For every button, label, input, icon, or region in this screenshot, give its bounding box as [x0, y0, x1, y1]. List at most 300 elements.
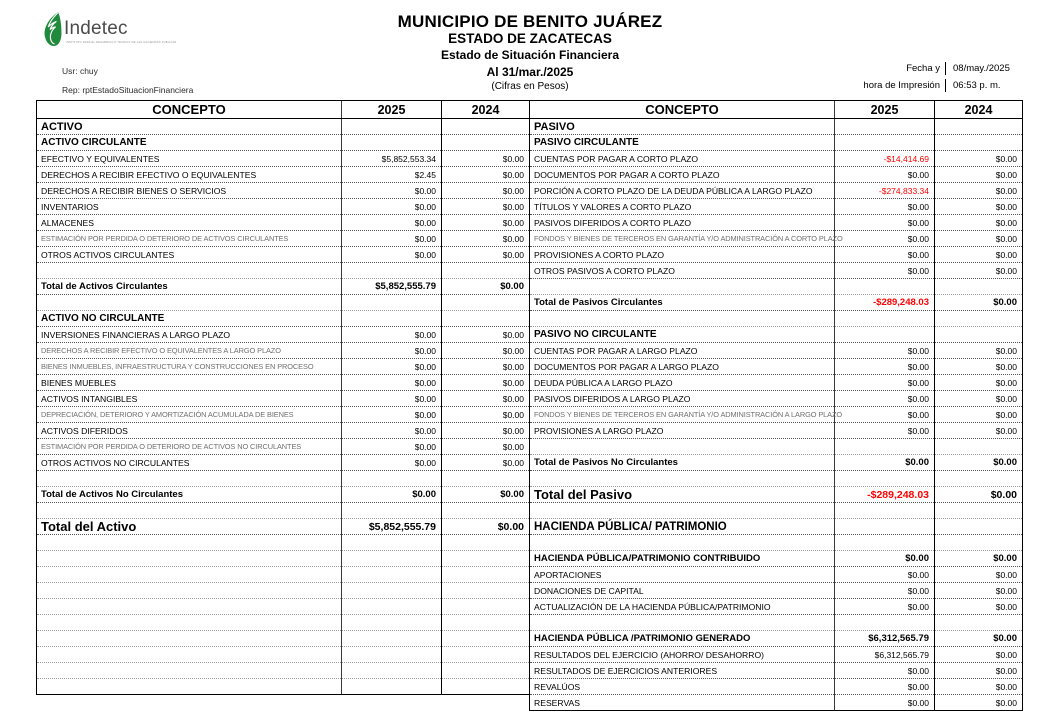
header-concept-right: CONCEPTO — [530, 101, 835, 119]
assets-year2-cell — [442, 535, 530, 551]
assets-concept-cell: BIENES INMUEBLES, INFRAESTRUCTURA Y CONSTRUCCIONES EN PROCESO — [37, 359, 342, 375]
liabilities-year1-cell: -$289,248.03 — [835, 295, 935, 311]
assets-year2-cell: $0.00 — [442, 519, 530, 535]
header-year1-left: 2025 — [342, 101, 442, 119]
liabilities-year2-cell: $0.00 — [935, 151, 1023, 167]
assets-year2-cell — [442, 295, 530, 311]
liabilities-concept-cell: FONDOS Y BIENES DE TERCEROS EN GARANTÍA Y/O ADMINISTRACIÓN A CORTO PLAZO — [530, 231, 835, 247]
liabilities-year1-cell: $0.00 — [835, 359, 935, 375]
assets-year2-cell — [442, 663, 530, 679]
indetec-logo — [38, 10, 177, 50]
liabilities-concept-cell: PASIVO NO CIRCULANTE — [530, 327, 835, 343]
liabilities-year2-cell — [935, 519, 1023, 535]
liabilities-year2-cell: $0.00 — [935, 599, 1023, 615]
header-year2-left: 2024 — [442, 101, 530, 119]
assets-year1-cell: $0.00 — [342, 343, 442, 359]
assets-year2-cell — [442, 471, 530, 487]
assets-concept-cell: OTROS ACTIVOS CIRCULANTES — [37, 247, 342, 263]
assets-year1-cell — [342, 567, 442, 583]
assets-concept-cell: ACTIVO NO CIRCULANTE — [37, 311, 342, 327]
liabilities-concept-cell: PROVISIONES A CORTO PLAZO — [530, 247, 835, 263]
liabilities-year1-cell — [835, 311, 935, 327]
table-row — [530, 343, 1023, 359]
liabilities-year2-cell: $0.00 — [935, 679, 1023, 695]
assets-year1-cell: $0.00 — [342, 423, 442, 439]
table-row — [37, 359, 530, 375]
assets-year1-cell — [342, 615, 442, 631]
table-row — [530, 327, 1023, 343]
liabilities-year1-cell — [835, 615, 935, 631]
liabilities-year2-cell: $0.00 — [935, 551, 1023, 567]
assets-year2-cell: $0.00 — [442, 215, 530, 231]
table-row — [37, 327, 530, 343]
assets-year1-cell: $0.00 — [342, 247, 442, 263]
assets-year1-cell — [342, 135, 442, 151]
subtitle-state: ESTADO DE ZACATECAS — [448, 31, 612, 46]
print-time-label: hora de Impresión — [863, 80, 940, 91]
liabilities-concept-cell: FONDOS Y BIENES DE TERCEROS EN GARANTÍA Y/O ADMINISTRACIÓN A LARGO PLAZO — [530, 407, 835, 423]
liabilities-concept-cell: PASIVO — [530, 119, 835, 135]
assets-concept-cell: DERECHOS A RECIBIR BIENES O SERVICIOS — [37, 183, 342, 199]
liabilities-year1-cell — [835, 503, 935, 519]
header-concept-left: CONCEPTO — [37, 101, 342, 119]
assets-year1-cell — [342, 311, 442, 327]
table-row — [37, 407, 530, 423]
assets-year1-cell: $0.00 — [342, 375, 442, 391]
table-row — [530, 263, 1023, 279]
assets-year1-cell — [342, 503, 442, 519]
table-row — [37, 375, 530, 391]
liabilities-year2-cell — [935, 535, 1023, 551]
table-row — [530, 487, 1023, 503]
assets-concept-cell: ACTIVOS DIFERIDOS — [37, 423, 342, 439]
table-row-spacer — [37, 599, 530, 615]
assets-concept-cell: BIENES MUEBLES — [37, 375, 342, 391]
liabilities-year2-cell — [935, 615, 1023, 631]
assets-year2-cell — [442, 647, 530, 663]
assets-concept-cell: ESTIMACIÓN POR PERDIDA O DETERIORO DE ACTIVOS NO CIRCULANTES — [37, 439, 342, 455]
assets-concept-cell — [37, 663, 342, 679]
table-row — [37, 519, 530, 535]
liabilities-concept-cell: OTROS PASIVOS A CORTO PLAZO — [530, 263, 835, 279]
liabilities-year1-cell — [835, 535, 935, 551]
table-row-spacer — [530, 439, 1023, 455]
assets-concept-cell — [37, 679, 342, 695]
table-row — [530, 647, 1023, 663]
assets-year2-cell — [442, 135, 530, 151]
assets-concept-cell — [37, 631, 342, 647]
assets-concept-cell — [37, 535, 342, 551]
liabilities-concept-cell: TÍTULOS Y VALORES A CORTO PLAZO — [530, 199, 835, 215]
assets-concept-cell — [37, 583, 342, 599]
liabilities-year2-cell: $0.00 — [935, 247, 1023, 263]
brand-tagline: INSTITUTO PARA EL DESARROLLO TECNICO DE LAS HACIENDAS PUBLICAS — [66, 41, 177, 44]
assets-concept-cell: ALMACENES — [37, 215, 342, 231]
assets-year2-cell — [442, 615, 530, 631]
table-header-row — [37, 101, 530, 119]
liabilities-year1-cell — [835, 119, 935, 135]
table-row — [37, 135, 530, 151]
assets-year1-cell: $2.45 — [342, 167, 442, 183]
table-row-spacer — [37, 503, 530, 519]
table-row — [37, 391, 530, 407]
table-row — [530, 583, 1023, 599]
liabilities-year1-cell — [835, 439, 935, 455]
liabilities-year1-cell: -$289,248.03 — [835, 487, 935, 503]
page-title: MUNICIPIO DE BENITO JUÁREZ — [397, 12, 663, 31]
assets-year1-cell: $0.00 — [342, 439, 442, 455]
assets-year1-cell: $5,852,555.79 — [342, 519, 442, 535]
table-row — [530, 151, 1023, 167]
table-row — [530, 231, 1023, 247]
assets-concept-cell — [37, 263, 342, 279]
liabilities-concept-cell — [530, 503, 835, 519]
liabilities-concept-cell: DOCUMENTOS POR PAGAR A CORTO PLAZO — [530, 167, 835, 183]
assets-concept-cell: ESTIMACIÓN POR PERDIDA O DETERIORO DE ACTIVOS CIRCULANTES — [37, 231, 342, 247]
table-row — [37, 231, 530, 247]
liabilities-concept-cell: Total del Pasivo — [530, 487, 835, 503]
assets-year1-cell — [342, 647, 442, 663]
liabilities-concept-cell: RESERVAS — [530, 695, 835, 711]
liabilities-body — [530, 119, 1023, 711]
table-row — [530, 599, 1023, 615]
liabilities-year2-cell: $0.00 — [935, 167, 1023, 183]
table-row — [530, 519, 1023, 535]
table-row — [530, 119, 1023, 135]
table-row-spacer — [530, 503, 1023, 519]
assets-concept-cell: INVERSIONES FINANCIERAS A LARGO PLAZO — [37, 327, 342, 343]
subtitle-report: Estado de Situación Financiera — [440, 48, 620, 62]
table-row-spacer — [37, 663, 530, 679]
assets-year1-cell: $0.00 — [342, 183, 442, 199]
assets-concept-cell: ACTIVO CIRCULANTE — [37, 135, 342, 151]
liabilities-table-wrapper — [529, 100, 1022, 711]
liabilities-year2-cell — [935, 503, 1023, 519]
liabilities-year1-cell — [835, 327, 935, 343]
assets-year2-cell — [442, 567, 530, 583]
liabilities-year1-cell — [835, 279, 935, 295]
table-row-spacer — [530, 615, 1023, 631]
table-row — [530, 551, 1023, 567]
table-row — [530, 375, 1023, 391]
liabilities-year2-cell: $0.00 — [935, 375, 1023, 391]
liabilities-year1-cell: $0.00 — [835, 167, 935, 183]
brand-name: Indetec — [64, 18, 128, 39]
liabilities-year1-cell: $0.00 — [835, 407, 935, 423]
liabilities-year2-cell: $0.00 — [935, 231, 1023, 247]
assets-year1-cell: $0.00 — [342, 455, 442, 471]
table-row — [37, 455, 530, 471]
table-row-spacer — [37, 263, 530, 279]
table-row-spacer — [37, 583, 530, 599]
liabilities-concept-cell: Total de Pasivos Circulantes — [530, 295, 835, 311]
assets-year1-cell — [342, 551, 442, 567]
liabilities-year1-cell: -$14,414.69 — [835, 151, 935, 167]
table-row-spacer — [37, 631, 530, 647]
table-row — [37, 487, 530, 503]
assets-year2-cell: $0.00 — [442, 423, 530, 439]
liabilities-concept-cell: APORTACIONES — [530, 567, 835, 583]
liabilities-concept-cell: CUENTAS POR PAGAR A CORTO PLAZO — [530, 151, 835, 167]
assets-year2-cell: $0.00 — [442, 487, 530, 503]
liabilities-table — [529, 100, 1023, 711]
assets-year2-cell: $0.00 — [442, 327, 530, 343]
table-row-spacer — [530, 471, 1023, 487]
assets-year2-cell: $0.00 — [442, 439, 530, 455]
assets-year2-cell — [442, 631, 530, 647]
liabilities-year2-cell: $0.00 — [935, 567, 1023, 583]
assets-concept-cell — [37, 615, 342, 631]
user-label: Usr: chuy — [62, 66, 98, 76]
liabilities-year1-cell: $0.00 — [835, 423, 935, 439]
assets-year2-cell: $0.00 — [442, 231, 530, 247]
table-row-spacer — [37, 471, 530, 487]
report-id-label: Rep: rptEstadoSituacionFinanciera — [62, 85, 194, 95]
liabilities-concept-cell: PASIVOS DIFERIDOS A LARGO PLAZO — [530, 391, 835, 407]
table-row-spacer — [37, 567, 530, 583]
table-row-spacer — [37, 295, 530, 311]
assets-concept-cell: ACTIVO — [37, 119, 342, 135]
table-row — [530, 215, 1023, 231]
liabilities-year2-cell: $0.00 — [935, 183, 1023, 199]
liabilities-year1-cell: $0.00 — [835, 263, 935, 279]
report-header — [0, 0, 1059, 100]
table-row — [37, 119, 530, 135]
liabilities-concept-cell: PROVISIONES A LARGO PLAZO — [530, 423, 835, 439]
assets-concept-cell: Total de Activos Circulantes — [37, 279, 342, 295]
table-row — [530, 391, 1023, 407]
assets-year1-cell: $5,852,553.34 — [342, 151, 442, 167]
liabilities-year1-cell: $0.00 — [835, 391, 935, 407]
assets-year1-cell: $0.00 — [342, 215, 442, 231]
table-row — [37, 247, 530, 263]
assets-year1-cell — [342, 535, 442, 551]
assets-year1-cell: $0.00 — [342, 327, 442, 343]
assets-year1-cell: $5,852,555.79 — [342, 279, 442, 295]
liabilities-year1-cell: $0.00 — [835, 343, 935, 359]
assets-year2-cell — [442, 583, 530, 599]
liabilities-year2-cell: $0.00 — [935, 199, 1023, 215]
assets-year2-cell: $0.00 — [442, 279, 530, 295]
liabilities-year2-cell: $0.00 — [935, 487, 1023, 503]
assets-body — [37, 119, 530, 695]
assets-concept-cell: ACTIVOS INTANGIBLES — [37, 391, 342, 407]
table-row — [37, 439, 530, 455]
table-row — [530, 167, 1023, 183]
liabilities-year2-cell: $0.00 — [935, 407, 1023, 423]
print-date-label: Fecha y — [906, 63, 940, 74]
assets-table — [36, 100, 530, 695]
assets-year2-cell: $0.00 — [442, 375, 530, 391]
assets-concept-cell: DERECHOS A RECIBIR EFECTIVO O EQUIVALENTES A LARGO PLAZO — [37, 343, 342, 359]
table-row — [530, 295, 1023, 311]
assets-concept-cell — [37, 551, 342, 567]
table-row — [37, 343, 530, 359]
liabilities-year1-cell: $0.00 — [835, 599, 935, 615]
table-row-spacer — [37, 647, 530, 663]
liabilities-year2-cell: $0.00 — [935, 583, 1023, 599]
liabilities-year2-cell: $0.00 — [935, 647, 1023, 663]
liabilities-year2-cell: $0.00 — [935, 215, 1023, 231]
assets-year1-cell — [342, 295, 442, 311]
liabilities-year1-cell: $0.00 — [835, 567, 935, 583]
liabilities-year2-cell: $0.00 — [935, 263, 1023, 279]
table-row — [530, 695, 1023, 711]
assets-concept-cell: DERECHOS A RECIBIR EFECTIVO O EQUIVALENTES — [37, 167, 342, 183]
table-row — [530, 135, 1023, 151]
liabilities-year1-cell: $0.00 — [835, 663, 935, 679]
assets-year2-cell — [442, 599, 530, 615]
liabilities-concept-cell: PORCIÓN A CORTO PLAZO DE LA DEUDA PÚBLICA A LARGO PLAZO — [530, 183, 835, 199]
assets-year1-cell — [342, 263, 442, 279]
assets-year2-cell: $0.00 — [442, 455, 530, 471]
table-header-row — [530, 101, 1023, 119]
assets-year2-cell: $0.00 — [442, 407, 530, 423]
liabilities-concept-cell: RESULTADOS DEL EJERCICIO (AHORRO/ DESAHORRO) — [530, 647, 835, 663]
table-row — [530, 359, 1023, 375]
assets-concept-cell: INVENTARIOS — [37, 199, 342, 215]
liabilities-year1-cell: $6,312,565.79 — [835, 631, 935, 647]
assets-year2-cell: $0.00 — [442, 199, 530, 215]
liabilities-concept-cell: Total de Pasivos No Circulantes — [530, 455, 835, 471]
table-row-spacer — [530, 279, 1023, 295]
liabilities-year1-cell: -$274,833.34 — [835, 183, 935, 199]
liabilities-concept-cell: ACTUALIZACIÓN DE LA HACIENDA PÚBLICA/PATRIMONIO — [530, 599, 835, 615]
table-row — [530, 631, 1023, 647]
liabilities-concept-cell: DONACIONES DE CAPITAL — [530, 583, 835, 599]
assets-year2-cell — [442, 551, 530, 567]
assets-concept-cell — [37, 567, 342, 583]
subtitle-units: (Cifras en Pesos) — [491, 81, 569, 92]
liabilities-year1-cell: $0.00 — [835, 695, 935, 711]
assets-year2-cell: $0.00 — [442, 391, 530, 407]
title-block — [270, 12, 790, 93]
assets-year1-cell: $0.00 — [342, 199, 442, 215]
liabilities-year1-cell: $6,312,565.79 — [835, 647, 935, 663]
table-row — [37, 279, 530, 295]
table-row — [530, 663, 1023, 679]
print-time-value: 06:53 p. m. — [953, 80, 1001, 91]
liabilities-year2-cell: $0.00 — [935, 343, 1023, 359]
liabilities-year1-cell: $0.00 — [835, 455, 935, 471]
table-row — [530, 567, 1023, 583]
liabilities-year2-cell — [935, 471, 1023, 487]
liabilities-year2-cell: $0.00 — [935, 631, 1023, 647]
assets-year2-cell: $0.00 — [442, 167, 530, 183]
table-row — [37, 199, 530, 215]
assets-year1-cell — [342, 583, 442, 599]
subtitle-period: Al 31/mar./2025 — [486, 65, 574, 79]
liabilities-year1-cell — [835, 519, 935, 535]
liabilities-concept-cell — [530, 311, 835, 327]
assets-year2-cell: $0.00 — [442, 151, 530, 167]
assets-year1-cell — [342, 599, 442, 615]
liabilities-year2-cell: $0.00 — [935, 663, 1023, 679]
assets-year1-cell: $0.00 — [342, 407, 442, 423]
assets-year2-cell: $0.00 — [442, 183, 530, 199]
table-row — [530, 423, 1023, 439]
table-row-spacer — [530, 535, 1023, 551]
liabilities-year2-cell — [935, 135, 1023, 151]
liabilities-year2-cell: $0.00 — [935, 295, 1023, 311]
liabilities-concept-cell: DEUDA PÚBLICA A LARGO PLAZO — [530, 375, 835, 391]
assets-year2-cell: $0.00 — [442, 343, 530, 359]
liabilities-year1-cell: $0.00 — [835, 215, 935, 231]
assets-table-wrapper — [36, 100, 529, 695]
print-stamp — [862, 60, 1052, 94]
assets-year2-cell — [442, 503, 530, 519]
assets-year1-cell — [342, 471, 442, 487]
print-date-value: 08/may./2025 — [953, 63, 1010, 74]
assets-year1-cell — [342, 663, 442, 679]
assets-concept-cell: OTROS ACTIVOS NO CIRCULANTES — [37, 455, 342, 471]
liabilities-year1-cell — [835, 471, 935, 487]
liabilities-year2-cell: $0.00 — [935, 391, 1023, 407]
table-row — [530, 679, 1023, 695]
liabilities-concept-cell: REVALÚOS — [530, 679, 835, 695]
assets-concept-cell: Total del Activo — [37, 519, 342, 535]
table-row — [37, 151, 530, 167]
liabilities-concept-cell: HACIENDA PÚBLICA/ PATRIMONIO — [530, 519, 835, 535]
assets-concept-cell — [37, 471, 342, 487]
liabilities-concept-cell — [530, 471, 835, 487]
liabilities-year1-cell: $0.00 — [835, 375, 935, 391]
assets-year2-cell — [442, 311, 530, 327]
table-row — [37, 167, 530, 183]
assets-year1-cell: $0.00 — [342, 359, 442, 375]
assets-year1-cell — [342, 679, 442, 695]
liabilities-concept-cell: RESULTADOS DE EJERCICIOS ANTERIORES — [530, 663, 835, 679]
table-row — [530, 247, 1023, 263]
table-row — [530, 455, 1023, 471]
liabilities-year1-cell: $0.00 — [835, 247, 935, 263]
table-row-spacer — [37, 679, 530, 695]
liabilities-year2-cell: $0.00 — [935, 695, 1023, 711]
assets-year2-cell: $0.00 — [442, 247, 530, 263]
table-row — [37, 183, 530, 199]
assets-year2-cell — [442, 679, 530, 695]
liabilities-concept-cell — [530, 279, 835, 295]
liabilities-year2-cell — [935, 439, 1023, 455]
liabilities-year2-cell — [935, 119, 1023, 135]
liabilities-concept-cell: CUENTAS POR PAGAR A LARGO PLAZO — [530, 343, 835, 359]
liabilities-concept-cell: PASIVO CIRCULANTE — [530, 135, 835, 151]
liabilities-year1-cell: $0.00 — [835, 199, 935, 215]
table-row — [530, 407, 1023, 423]
liabilities-year1-cell: $0.00 — [835, 679, 935, 695]
assets-year1-cell: $0.00 — [342, 487, 442, 503]
header-year2-right: 2024 — [935, 101, 1023, 119]
table-row-spacer — [37, 535, 530, 551]
table-row — [37, 423, 530, 439]
assets-concept-cell: DEPRECIACIÓN, DETERIORO Y AMORTIZACIÓN ACUMULADA DE BIENES — [37, 407, 342, 423]
liabilities-concept-cell — [530, 439, 835, 455]
assets-concept-cell — [37, 295, 342, 311]
liabilities-concept-cell — [530, 535, 835, 551]
assets-year1-cell: $0.00 — [342, 231, 442, 247]
assets-concept-cell — [37, 503, 342, 519]
liabilities-year2-cell: $0.00 — [935, 359, 1023, 375]
liabilities-year1-cell: $0.00 — [835, 231, 935, 247]
liabilities-year2-cell — [935, 311, 1023, 327]
assets-year2-cell: $0.00 — [442, 359, 530, 375]
assets-year2-cell — [442, 263, 530, 279]
liabilities-concept-cell — [530, 615, 835, 631]
table-row-spacer — [37, 615, 530, 631]
assets-year1-cell — [342, 119, 442, 135]
liabilities-concept-cell: HACIENDA PÚBLICA /PATRIMONIO GENERADO — [530, 631, 835, 647]
table-row — [37, 311, 530, 327]
